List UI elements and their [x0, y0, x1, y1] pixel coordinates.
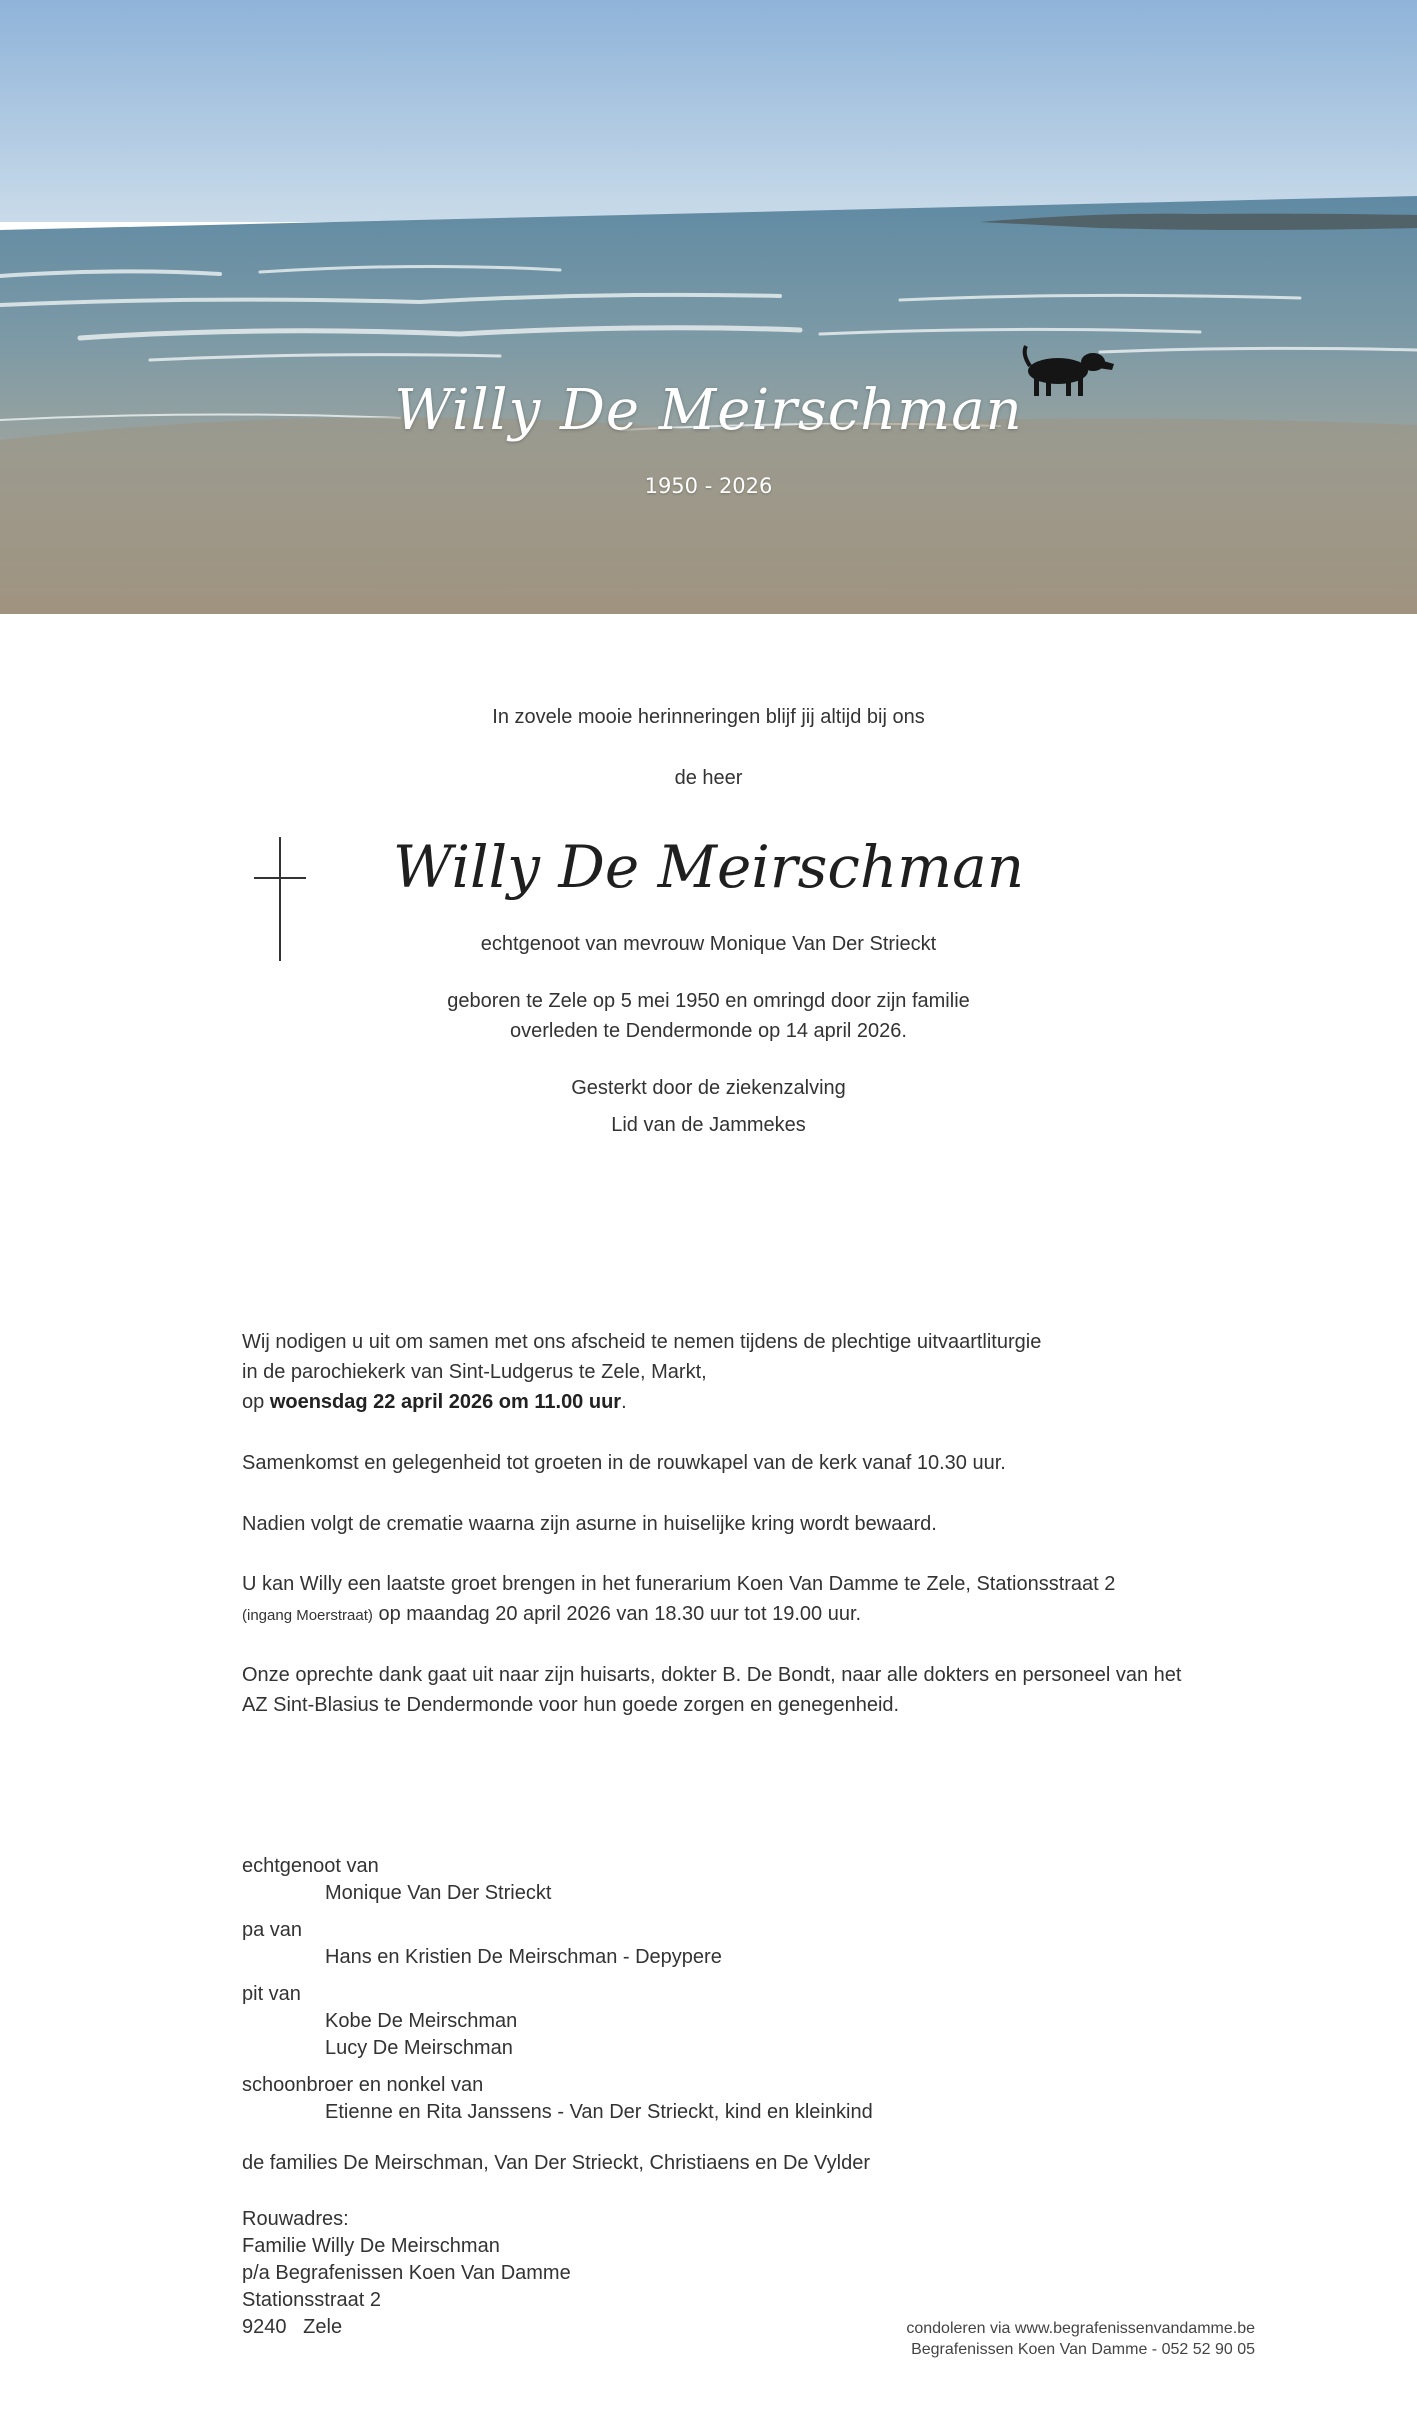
membership-line: Lid van de Jammekes: [611, 1114, 806, 1136]
service-datetime: woensdag 22 april 2026 om 11.00 uur: [269, 1391, 622, 1413]
address-line: 9240 Zele: [242, 2316, 343, 2338]
relation-label: echtgenoot van: [242, 1855, 379, 1877]
title-prefix: de heer: [674, 767, 743, 789]
died-line: overleden te Dendermonde op 14 april 2026.: [510, 1020, 907, 1042]
relation-name: Etienne en Rita Janssens - Van Der Strieckt, kind en kleinkind: [325, 2101, 873, 2123]
relation-spouse: [242, 1853, 1242, 1907]
born-line: geboren te Zele op 5 mei 1950 en omringd door zijn familie: [447, 990, 970, 1012]
invitation-paragraph: [242, 1327, 1272, 1417]
thanks-line-1: Onze oprechte dank gaat uit naar zijn huisarts, dokter B. De Bondt, naar alle dokters en personeel van het: [242, 1664, 1182, 1686]
address-label: Rouwadres:: [242, 2208, 349, 2230]
beach-photo: [0, 0, 1417, 614]
spouse-line: echtgenoot van mevrouw Monique Van Der Strieckt: [480, 933, 937, 955]
hero-name: Willy De Meirschman: [394, 378, 1023, 443]
cremation-paragraph: Nadien volgt de crematie waarna zijn asurne in huiselijke kring wordt bewaard.: [242, 1513, 937, 1535]
visitation-line-2: (ingang Moerstraat) op maandag 20 april 2026 van 18.30 uur tot 19.00 uur.: [242, 1603, 862, 1625]
relation-brother-in-law: [242, 2072, 1242, 2126]
mourning-address: [242, 2206, 571, 2341]
relation-label: schoonbroer en nonkel van: [242, 2074, 484, 2096]
invitation-line-3: op woensdag 22 april 2026 om 11.00 uur.: [242, 1391, 627, 1413]
hero-years: 1950 - 2026: [644, 474, 773, 498]
visitation-line-1: U kan Willy een laatste groet brengen in het funerarium Koen Van Damme te Zele, Stationsstraat 2: [242, 1573, 1116, 1595]
relation-grandfather: [242, 1981, 1242, 2062]
relation-name: Hans en Kristien De Meirschman - Depypere: [325, 1946, 722, 1968]
address-line: p/a Begrafenissen Koen Van Damme: [242, 2262, 571, 2284]
condolence-link[interactable]: condoleren via www.begrafenissenvandamme.be: [906, 2320, 1255, 2337]
relation-name: Kobe De Meirschman: [325, 2010, 518, 2032]
sacrament-line: Gesterkt door de ziekenzalving: [571, 1077, 846, 1099]
thanks-paragraph: [242, 1660, 1272, 1720]
relation-father: [242, 1917, 1242, 1971]
entrance-note: (ingang Moerstraat): [242, 1607, 373, 1624]
visitation-paragraph: [242, 1569, 1272, 1631]
deceased-name: Willy De Meirschman: [392, 833, 1025, 901]
footer: [906, 2318, 1255, 2360]
address-line: Familie Willy De Meirschman: [242, 2235, 500, 2257]
relation-name: Lucy De Meirschman: [325, 2037, 513, 2059]
relation-label: pa van: [242, 1919, 303, 1941]
tagline: In zovele mooie herinneringen blijf jij altijd bij ons: [492, 706, 925, 728]
relation-name: Monique Van Der Strieckt: [325, 1882, 552, 1904]
hero-photo: [0, 0, 1417, 614]
thanks-line-2: AZ Sint-Blasius te Dendermonde voor hun goede zorgen en genegenheid.: [242, 1694, 900, 1716]
invitation-line-2: in de parochiekerk van Sint-Ludgerus te Zele, Markt,: [242, 1361, 707, 1383]
company-contact: Begrafenissen Koen Van Damme - 052 52 90 05: [911, 2341, 1255, 2358]
families-line: de families De Meirschman, Van Der Strieckt, Christiaens en De Vylder: [242, 2152, 871, 2174]
relation-label: pit van: [242, 1983, 301, 2005]
address-line: Stationsstraat 2: [242, 2289, 381, 2311]
invitation-line-1: Wij nodigen u uit om samen met ons afscheid te nemen tijdens de plechtige uitvaartliturgie: [242, 1331, 1042, 1353]
gathering-paragraph: Samenkomst en gelegenheid tot groeten in de rouwkapel van de kerk vanaf 10.30 uur.: [242, 1452, 1006, 1474]
